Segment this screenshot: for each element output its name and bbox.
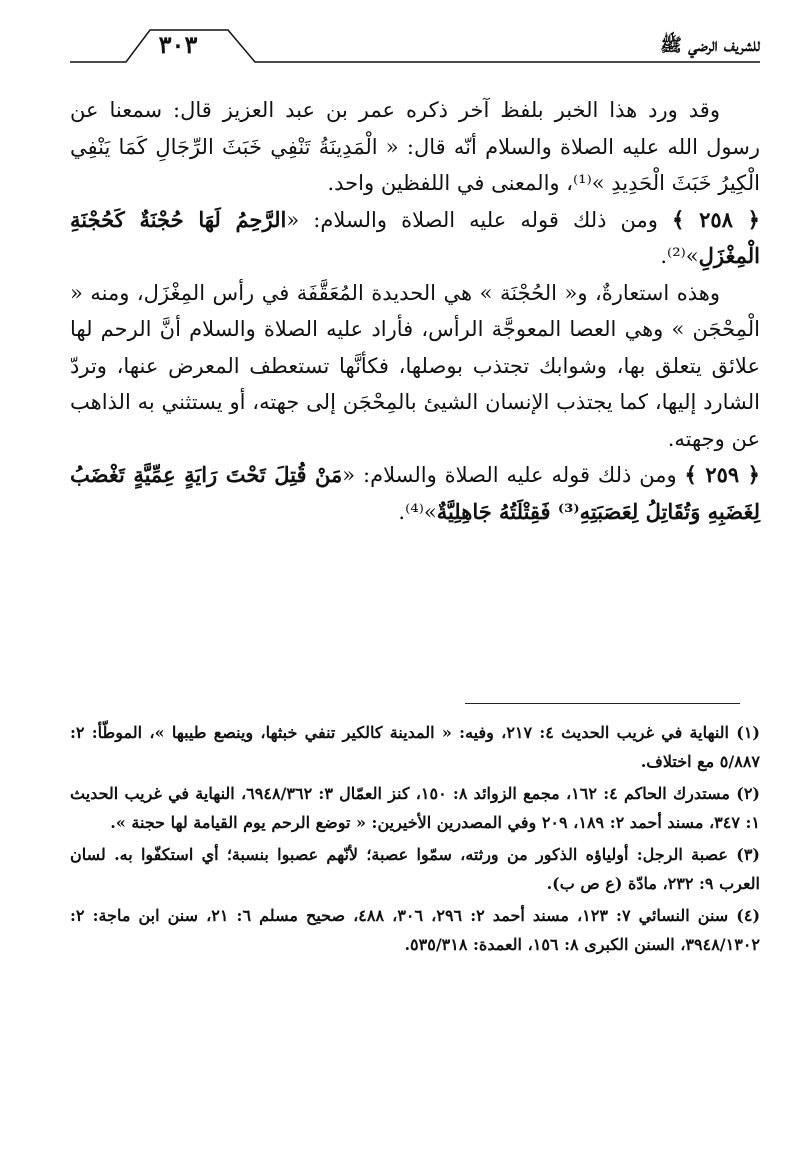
main-text: [70, 92, 760, 530]
footnote-3: [70, 840, 760, 898]
footnote-text: مستدرك الحاكم ٤: ١٦٢، مجمع الزوائد ٨: ١٥٠، كنز العمّال ٣: ٦٩٤٨/٣٦٢، النهاية في غريب الحديث ١: ٣٤٧، مسند أحمد ٢: ١٨٩، ٢٠٩ وفي المصدرين الأخيرين: « توضع الرحم يوم القيامة لها حجنة ».: [70, 784, 760, 832]
paragraph-commentary: وهذه استعارةٌ، و« الحُجْنَة » هي الحديدة المُعَقَّفَة في رأس المِغْزَل، ومنه « الْمِحْجَن » وهي العصا المعوجَّة الرأس، فأراد عليه الصلاة والسلام أنَّ الرحم لها علائق يتعلق بها، وشوابك تجتذب بوصلها، فكأنَّها تستعطف المعرض عنها، وتردّ الشارد إليها، كما يجتذب الإنسان الشيئ بالمِحْجَن إلى جهته، أو يستثني به الذاهب عن وجهته.: [70, 280, 760, 451]
page-number: ٣٠٣: [158, 30, 198, 59]
paragraph-intro: وقد ورد هذا الخبر بلفظ آخر ذكره عمر بن عبد العزيز قال: سمعنا عن رسول الله عليه الصلاة والسلام أنّه قال: « الْمَدِينَةُ تَنْفِي خَبَثَ الرِّجَالِ كَمَا يَنْفِي الْكِيرُ خَبَثَ الْحَدِيدِ »⁽¹⁾، والمعنى في اللفظين واحد.: [70, 98, 760, 195]
hadith-quote-end: »⁽⁴⁾.: [398, 499, 437, 524]
footnote-text: سنن النسائي ٧: ١٢٣، مسند أحمد ٢: ٢٩٦، ٣٠٦، ٤٨٨، صحيح مسلم ٦: ٢١، سنن ابن ماجة: ٢: ٣٩٤٨/١٣٠٢، السنن الكبرى ٨: ١٥٦، العمدة: ٥٣٥/٣١٨.: [70, 906, 760, 954]
footnote-marker: (١): [736, 723, 760, 742]
footnote-marker: (٢): [736, 784, 760, 803]
footnote-marker: (٤): [736, 906, 761, 925]
hadith-259: [70, 457, 760, 530]
footnote-text: عصبة الرجل: أولياؤه الذكور من ورثته، سمّوا عصبة؛ لأنّهم عصبوا بنسبة؛ أي استكفّوا به. لسان العرب ٩: ٢٣٢، مادّة (ع ص ب).: [70, 845, 760, 893]
footnote-divider: [465, 703, 740, 704]
hadith-quote: مَنْ قُتِلَ تَحْتَ رَايَةٍ عِمِّيَّةٍ تَغْضَبُ لِغَضَبِهِ وَتُقَاتِلُ لِعَصَبَتِهِ⁽³⁾ فَقِتْلَتُهُ جَاهِلِيَّةٌ: [70, 462, 760, 524]
footnote-text: النهاية في غريب الحديث ٤: ٢١٧، وفيه: « المدينة كالكير تنفي خبثها، وينصع طيبها »، الموطّأ: ٢: ٥/٨٨٧ مع اختلاف.: [70, 723, 760, 771]
footnote-4: [70, 901, 760, 959]
footnote-1: [70, 718, 760, 776]
hadith-quote-end: »⁽²⁾.: [660, 244, 699, 268]
hadith-number: ﴿ ٢٥٨ ﴾: [672, 206, 760, 232]
footnote-marker: (٣): [736, 845, 760, 864]
page-header: [70, 28, 760, 68]
footnote-2: [70, 779, 760, 837]
running-title: للشريف الرضي ﷺ: [660, 35, 760, 56]
footnotes: [70, 718, 760, 962]
hadith-intro: ومن ذلك قوله عليه الصلاة والسلام: «: [342, 463, 677, 487]
hadith-258: [70, 202, 760, 275]
hadith-quote: الرَّحِمُ لَهَا حُجْنَةٌ كَحُجْنَةِ الْمِغْزَلِ: [70, 206, 760, 268]
hadith-intro: ومن ذلك قوله عليه الصلاة والسلام: «: [286, 207, 658, 232]
hadith-number: ﴿ ٢٥٩ ﴾: [684, 462, 760, 487]
